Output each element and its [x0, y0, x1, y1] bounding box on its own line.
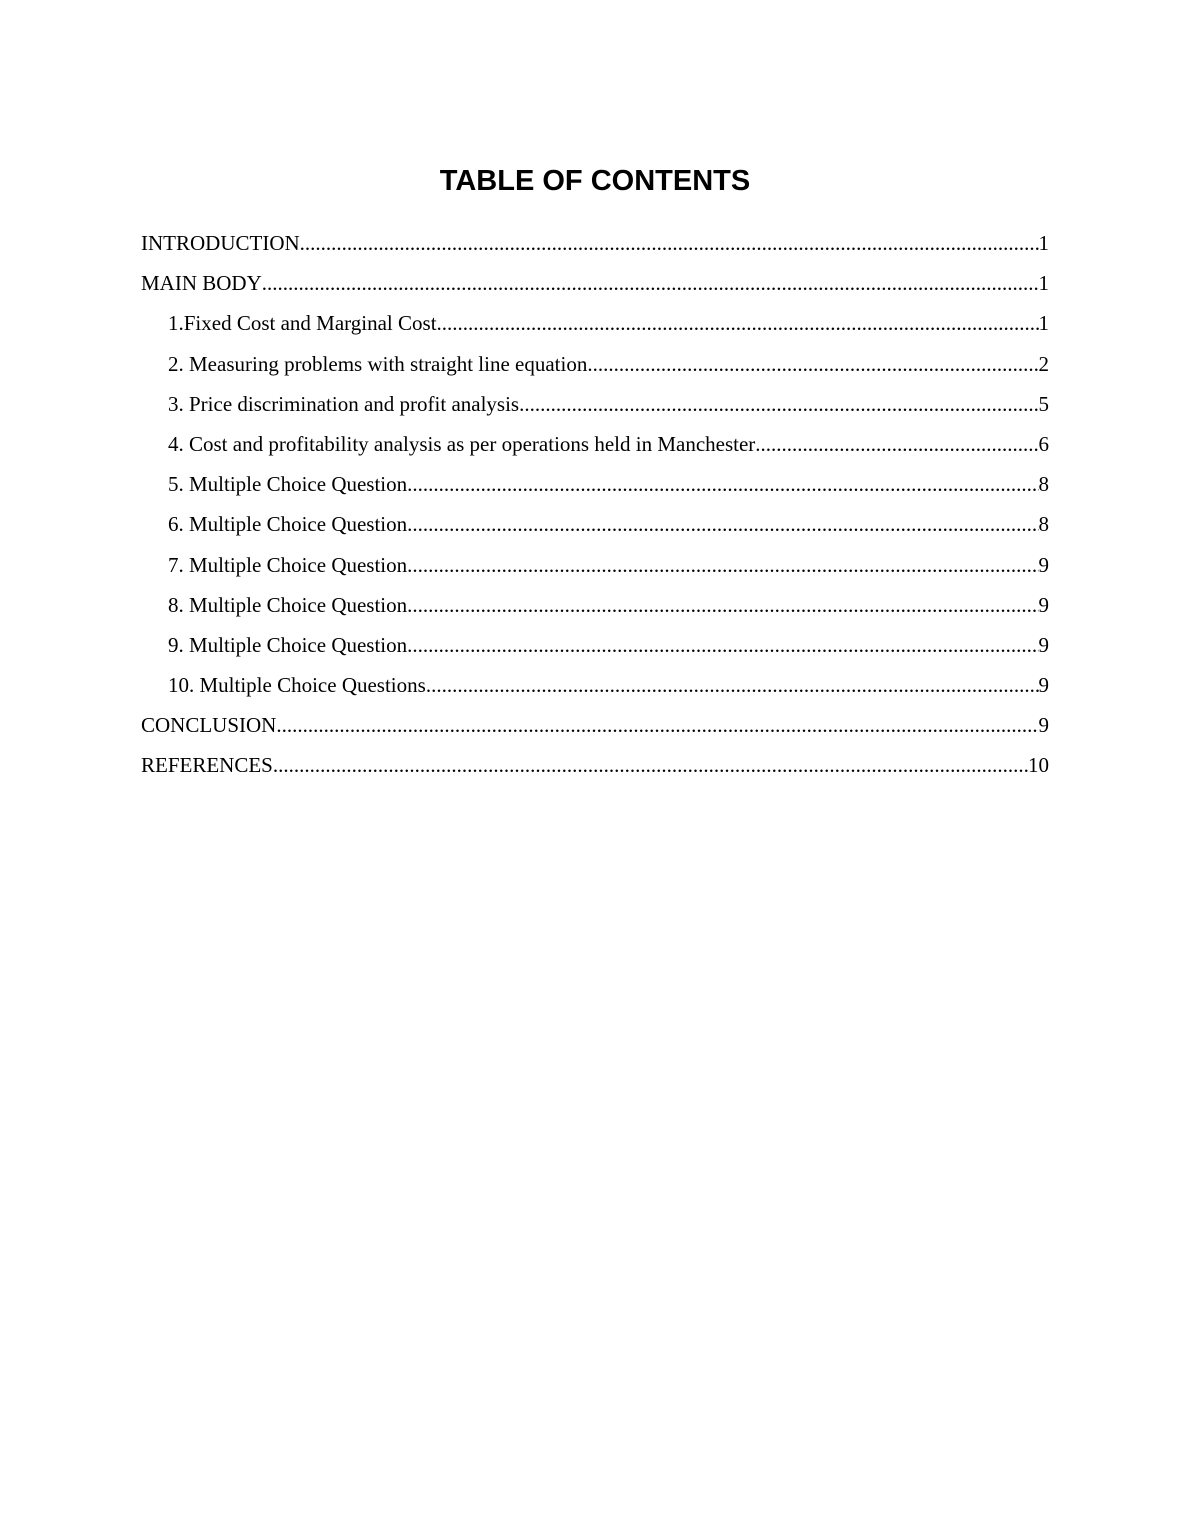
toc-entry[interactable] [141, 427, 1049, 467]
dot-leader [755, 427, 1038, 461]
toc-page-number: 9 [1038, 632, 1049, 657]
toc-page-number: 9 [1038, 713, 1049, 738]
toc-entry[interactable] [141, 708, 1049, 748]
toc-entry-label: 4. Cost and profitability analysis as per operations held in Manchester [168, 431, 756, 456]
table-of-contents [141, 226, 1049, 789]
toc-entry[interactable] [141, 226, 1049, 266]
toc-entry-label: 1.Fixed Cost and Marginal Cost [168, 311, 437, 336]
toc-entry-label: 5. Multiple Choice Question [168, 472, 408, 497]
toc-page-number: 8 [1038, 472, 1049, 497]
toc-page-number: 1 [1038, 231, 1049, 255]
dot-leader [426, 668, 1039, 702]
dot-leader [300, 226, 1039, 260]
toc-entry[interactable] [141, 668, 1049, 708]
toc-page-number: 9 [1038, 592, 1049, 617]
dot-leader [587, 347, 1038, 381]
page-title: TABLE OF CONTENTS [439, 165, 751, 197]
toc-page-number: 10 [1028, 753, 1049, 778]
toc-entry[interactable] [141, 387, 1049, 427]
toc-entry-label: 2. Measuring problems with straight line equation [168, 351, 588, 376]
toc-entry-label: MAIN BODY [141, 271, 262, 296]
dot-leader [407, 628, 1038, 662]
toc-entry[interactable] [141, 507, 1049, 547]
toc-entry[interactable] [141, 467, 1049, 507]
toc-page-number: 5 [1038, 391, 1049, 416]
toc-page-number: 9 [1038, 552, 1049, 577]
toc-entry-label: CONCLUSION [141, 713, 277, 738]
toc-page-number: 8 [1038, 512, 1049, 537]
dot-leader [407, 507, 1038, 541]
toc-entry[interactable] [141, 347, 1049, 387]
toc-entry[interactable] [141, 306, 1049, 346]
toc-entry-label: 6. Multiple Choice Question [168, 512, 408, 537]
toc-entry-label: INTRODUCTION [141, 231, 300, 255]
toc-page-number: 2 [1038, 351, 1049, 376]
toc-entry-label: 7. Multiple Choice Question [168, 552, 408, 577]
toc-page-number: 9 [1038, 673, 1049, 698]
toc-entry[interactable] [141, 266, 1049, 306]
toc-entry-label: 9. Multiple Choice Question [168, 632, 408, 657]
toc-entry-label: 10. Multiple Choice Questions [168, 673, 426, 698]
dot-leader [407, 588, 1038, 622]
toc-entry-label: REFERENCES [141, 753, 273, 778]
toc-entry[interactable] [141, 548, 1049, 588]
toc-entry-label: 8. Multiple Choice Question [168, 592, 408, 617]
toc-page-number: 1 [1038, 311, 1049, 336]
dot-leader [407, 467, 1038, 501]
dot-leader [519, 387, 1038, 421]
toc-page-number: 6 [1038, 431, 1049, 456]
toc-entry[interactable] [141, 628, 1049, 668]
toc-entry-label: 3. Price discrimination and profit analysis [168, 391, 520, 416]
toc-entry[interactable] [141, 748, 1049, 788]
toc-page-number: 1 [1038, 271, 1049, 296]
dot-leader [437, 306, 1039, 340]
dot-leader [273, 748, 1028, 782]
toc-entry[interactable] [141, 588, 1049, 628]
dot-leader [407, 548, 1038, 582]
dot-leader [262, 266, 1039, 300]
dot-leader [276, 708, 1038, 742]
